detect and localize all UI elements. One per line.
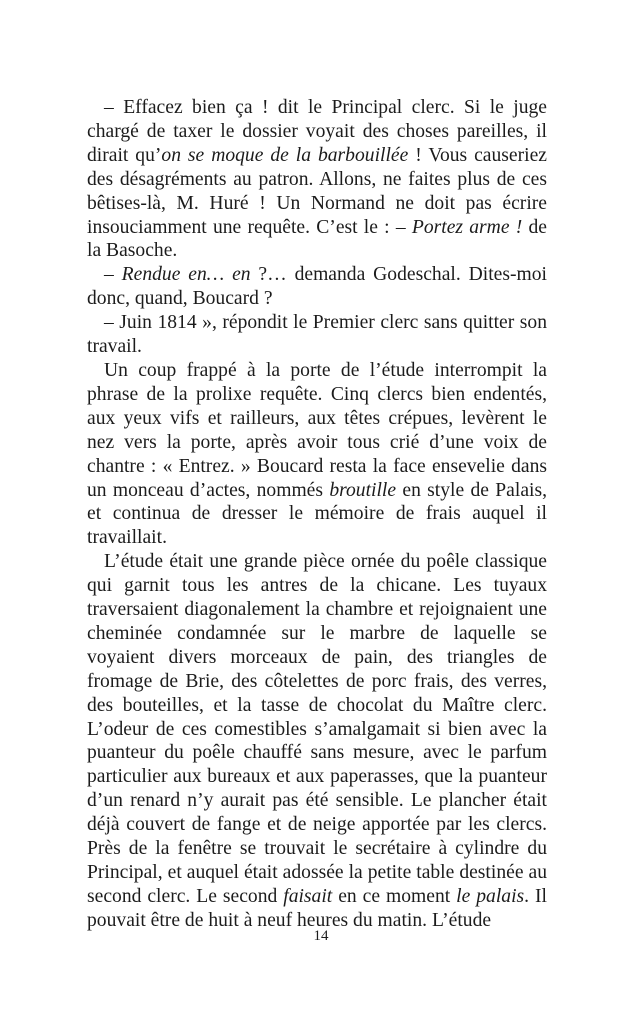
text-run: en style de Palais, et continua de dresser le mémoire de frais auquel il travaillait.: [87, 479, 547, 549]
italic-text-run: on se moque de la barbouillée: [161, 144, 409, 166]
text-run: en ce moment: [332, 885, 457, 907]
text-run: –: [104, 264, 122, 286]
text-run: L’étude était une grande pièce ornée du poêle classique qui garnit tous les antres de la chicane. Les tuyaux traversaient diagonalement la chambre et rejoignaient une cheminée condamnée sur le marbre de laquelle se voyaient divers morceaux de pain, des triangles de fromage de Brie, des côtelettes de porc frais, des verres, des bouteilles, et la tasse de chocolat du Maître clerc. L’odeur de ces comestibles s’amalgamait si bien avec la puanteur du poêle chauffé sans mesure, avec le parfum particulier aux bureaux et aux paperasses, que la puanteur d’un renard n’y aurait pas été sensible. Le plancher était déjà couvert de fange et de neige apportée par les clercs. Près de la fenêtre se trouvait le secrétaire à cylindre du Principal, et auquel était adossée la petite table destinée au second clerc. Le second: [87, 551, 547, 907]
italic-text-run: faisait: [283, 885, 333, 907]
page-number: 14: [313, 928, 329, 944]
paragraph: [87, 263, 547, 311]
text-run: – Effacez bien ça ! dit le Principal clerc. Si le juge chargé de taxer le dossier voyait des choses pareilles, il dirait qu’: [87, 97, 547, 166]
body-text: [87, 96, 547, 933]
italic-text-run: Portez arme !: [411, 216, 523, 238]
paragraph: [87, 96, 547, 263]
text-run: ?… demanda Godeschal. Dites-moi donc, quand, Boucard ?: [87, 264, 547, 310]
paragraph: [87, 550, 547, 933]
text-run: de la Basoche.: [87, 216, 547, 262]
text-run: – Juin 1814 », répondit le Premier clerc sans quitter son travail.: [87, 312, 547, 358]
text-run: ! Vous causeriez des désagréments au patron. Allons, ne faites plus de ces bêtises-là, M. Huré ! Un Normand ne doit pas écrire insouciamment une requête. C’est le : –: [87, 144, 547, 238]
paragraph: [87, 311, 547, 359]
italic-text-run: le palais: [456, 885, 525, 907]
text-run: Un coup frappé à la porte de l’étude interrompit la phrase de la prolixe requête. Cinq clercs bien endentés, aux yeux vifs et railleurs, aux têtes crépues, levèrent le nez vers la porte, après avoir tous crié d’une voix de chantre : « Entrez. » Boucard resta la face ensevelie dans un monceau d’actes, nommés: [87, 359, 547, 501]
italic-text-run: broutille: [329, 479, 397, 501]
italic-text-run: Rendue en… en: [121, 264, 251, 286]
text-run: . Il pouvait être de huit à neuf heures du matin. L’étude: [87, 885, 547, 931]
paragraph: [87, 359, 547, 550]
